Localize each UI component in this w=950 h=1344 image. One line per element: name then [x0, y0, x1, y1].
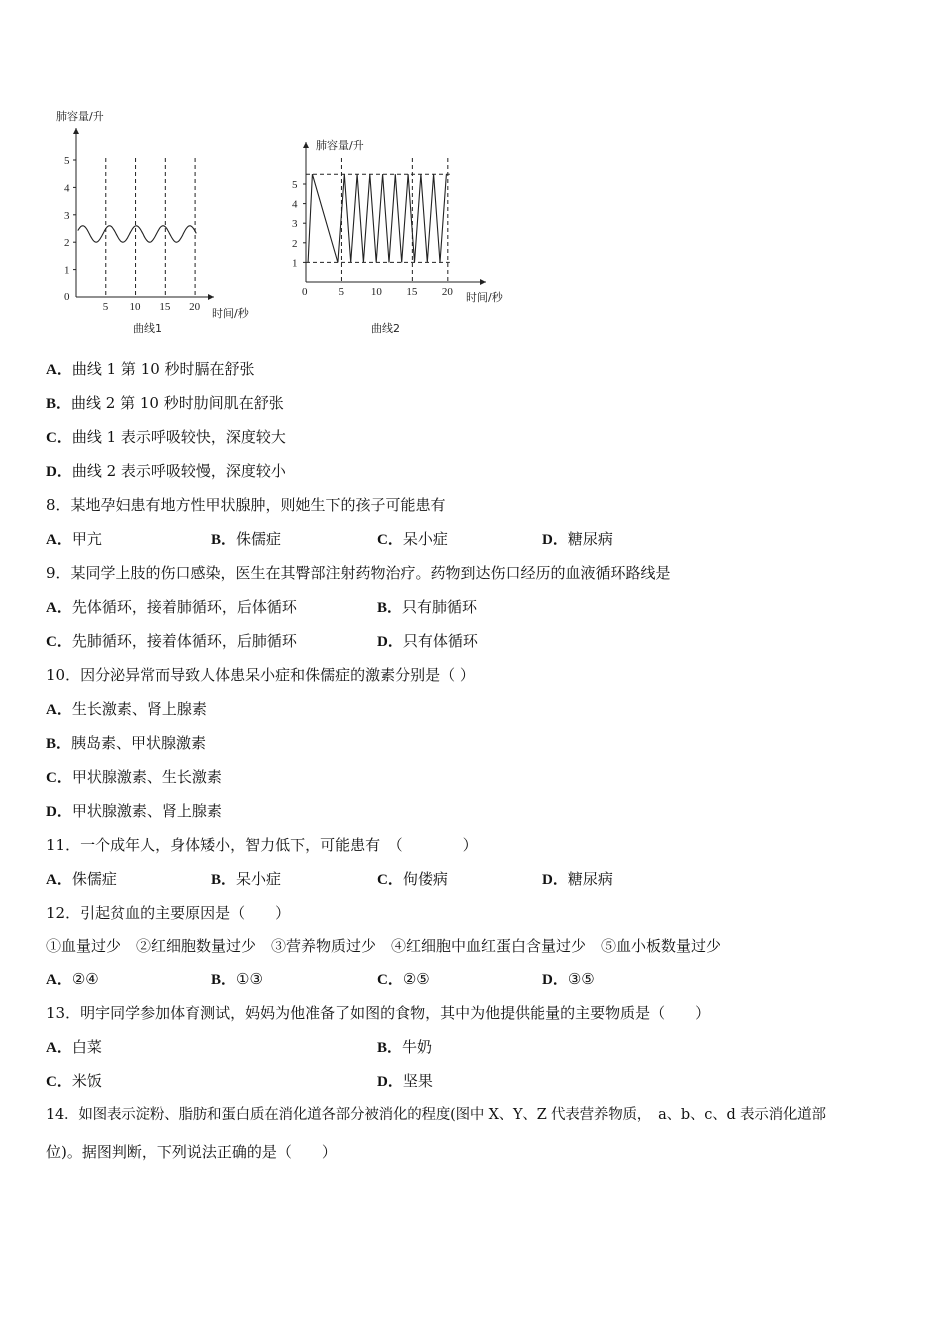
chart-2-title: 曲线2 — [371, 322, 400, 335]
q14-stem-line-2: 位)。据图判断，下列说法正确的是（ ） — [46, 1143, 337, 1161]
q10-option-b: B．胰岛素、甲状腺激素 — [46, 734, 207, 752]
q9-option-a: A．先体循环，接着肺循环，后体循环 — [46, 598, 297, 616]
chart-2-y-tick-label: 5 — [292, 179, 298, 191]
q11-option-a: A．侏儒症 — [46, 870, 117, 888]
q8-stem: 8．某地孕妇患有地方性甲状腺肿，则她生下的孩子可能患有 — [46, 496, 446, 514]
q8-option-d: D．糖尿病 — [542, 530, 613, 548]
q7-option-c: C．曲线 1 表示呼吸较快，深度较大 — [46, 428, 286, 446]
q12-option-d: D．③⑤ — [542, 970, 595, 988]
q11-option-b: B．呆小症 — [211, 870, 282, 888]
q8-option-b: B．侏儒症 — [211, 530, 282, 548]
q9-option-d: D．只有体循环 — [377, 632, 478, 650]
chart-1-x-tick-label: 5 — [102, 301, 109, 313]
chart-1-series-line — [78, 226, 197, 242]
chart-2-y-tick-label: 2 — [292, 237, 298, 250]
lung-capacity-charts — [0, 0, 950, 350]
q12-option-c: C．②⑤ — [377, 970, 430, 988]
q12-option-a: A．②④ — [46, 970, 99, 988]
q12-items: ①血量过少 ②红细胞数量过少 ③营养物质过少 ④红细胞中血红蛋白含量过少 ⑤血小板数量过少 — [46, 937, 722, 955]
q10-option-d: D．甲状腺激素、肾上腺素 — [46, 802, 222, 820]
chart-1-y-tick-label: 3 — [64, 209, 70, 222]
q8-option-a: A．甲亢 — [46, 530, 102, 548]
chart-2-x-tick-label: 15 — [406, 286, 418, 298]
q12-stem: 12．引起贫血的主要原因是（ ） — [46, 904, 291, 922]
chart-2-ylabel: 肺容量/升 — [316, 139, 364, 152]
chart-2-y-tick-label: 1 — [292, 257, 298, 270]
q10-stem: 10．因分泌异常而导致人体患呆小症和侏儒症的激素分别是（ ） — [46, 666, 475, 684]
chart-2-y-tick-label: 3 — [292, 218, 298, 231]
q8-option-c: C．呆小症 — [377, 530, 448, 548]
q9-option-b: B．只有肺循环 — [377, 598, 478, 616]
q9-stem: 9．某同学上肢的伤口感染，医生在其臀部注射药物治疗。药物到达伤口经历的血液循环路线是 — [46, 564, 671, 582]
chart-2-x-tick-label: 10 — [370, 286, 382, 298]
q13-option-b: B．牛奶 — [377, 1038, 433, 1056]
q12-option-b: B．①③ — [211, 970, 263, 988]
q7-option-a: A．曲线 1 第 10 秒时膈在舒张 — [46, 360, 255, 378]
q13-stem: 13．明宇同学参加体育测试，妈妈为他准备了如图的食物，其中为他提供能量的主要物质是（ ） — [46, 1004, 711, 1022]
q14-stem-line-1: 14．如图表示淀粉、脂肪和蛋白质在消化道各部分被消化的程度(图中 X、Y、Z 代表营养物质， a、b、c、d 表示消化道部 — [46, 1107, 826, 1123]
q10-option-a: A．生长激素、肾上腺素 — [46, 700, 207, 718]
q13-option-a: A．白菜 — [46, 1038, 102, 1056]
chart-2-origin-label: 0 — [302, 286, 308, 298]
chart-2 — [292, 138, 504, 335]
chart-1-y-tick-label: 5 — [64, 155, 70, 167]
chart-1-origin-label: 0 — [64, 291, 70, 303]
chart-1-y-tick-label: 1 — [64, 264, 70, 277]
chart-2-x-tick-label: 5 — [338, 286, 344, 298]
q10-option-c: C．甲状腺激素、生长激素 — [46, 768, 222, 786]
chart-1-xlabel: 时间/秒 — [212, 307, 249, 320]
chart-1-title: 曲线1 — [133, 322, 162, 335]
lung-capacity-figure — [0, 0, 950, 350]
q7-option-d: D．曲线 2 表示呼吸较慢，深度较小 — [46, 462, 286, 480]
chart-2-x-tick-label: 20 — [441, 286, 453, 298]
chart-1-x-tick-label: 15 — [159, 301, 171, 313]
chart-1-ylabel: 肺容量/升 — [56, 110, 104, 123]
q7-option-b: B．曲线 2 第 10 秒时肋间肌在舒张 — [46, 394, 284, 412]
q11-option-c: C．佝偻病 — [377, 870, 448, 888]
chart-1 — [56, 109, 250, 335]
q9-option-c: C．先肺循环，接着体循环，后肺循环 — [46, 632, 297, 650]
q11-stem: 11．一个成年人，身体矮小，智力低下，可能患有 （ ） — [46, 836, 478, 854]
chart-1-x-tick-label: 10 — [129, 301, 141, 313]
q13-option-d: D．坚果 — [377, 1072, 433, 1090]
chart-2-y-tick-label: 4 — [292, 198, 298, 211]
chart-1-y-tick-label: 2 — [64, 237, 70, 250]
chart-1-y-tick-label: 4 — [64, 182, 70, 195]
chart-1-x-tick-label: 20 — [189, 301, 201, 313]
q11-option-d: D．糖尿病 — [542, 870, 613, 888]
chart-2-series-line — [308, 174, 446, 262]
q13-option-c: C．米饭 — [46, 1072, 102, 1090]
chart-2-xlabel: 时间/秒 — [466, 291, 503, 304]
